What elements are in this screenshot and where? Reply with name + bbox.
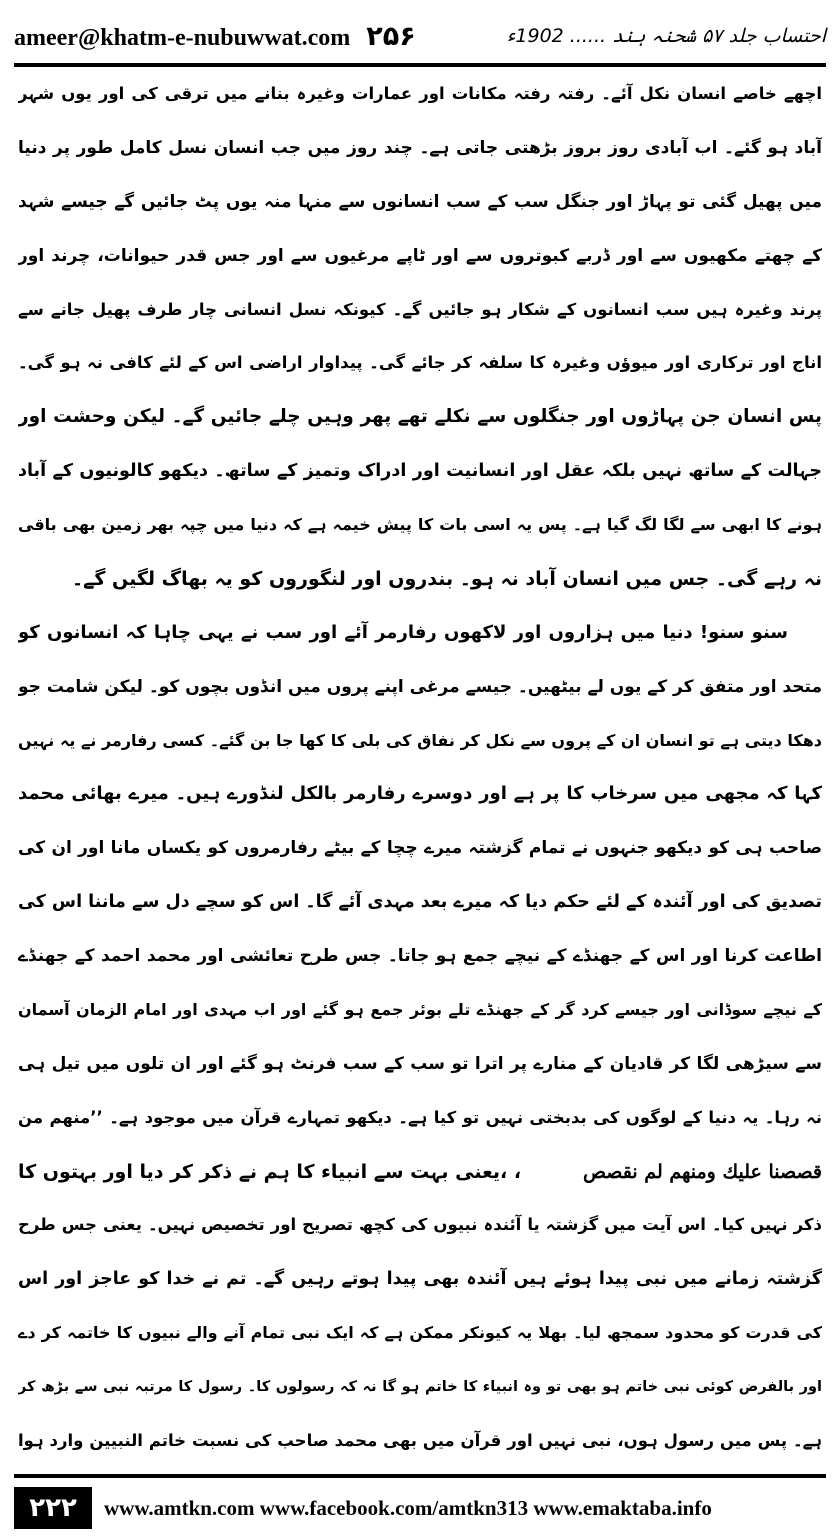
text-line: جہالت کے ساتھ نہیں بلکہ عقل اور انسانیت اور ادراک وتمیز کے ساتھ۔ دیکھو کالونیوں کے آباد: [18, 461, 822, 482]
body-text: [18, 74, 822, 1462]
text-line: کی قدرت کو محدود سمجھ لیا۔ بھلا یہ کیونکر ممکن ہے کہ ایک نبی تمام آنے والے نبیوں کا خاتمہ کر دے: [18, 1323, 822, 1343]
header-email: ameer@khatm-e-nubuwwat.com: [14, 24, 351, 51]
header-left: [14, 21, 416, 52]
text-line: اچھے خاصے انسان نکل آئے۔ رفتہ رفتہ مکانات اور عمارات وغیرہ بنانے میں ترقی کی اور یوں شہر: [18, 84, 822, 103]
header-rule: [14, 63, 826, 67]
footer-page-number: ۲۲۲: [14, 1487, 92, 1529]
footer-links: www.amtkn.com www.facebook.com/amtkn313 www.emaktaba.info: [104, 1495, 712, 1520]
text-line: نہ رہے گی۔ جس میں انسان آباد نہ ہو۔ بندروں اور لنگوروں کو یہ بھاگ لگیں گے۔: [72, 567, 822, 590]
text-line: اطاعت کرنا اور اس کے جھنڈے کے نیچے جمع ہو جاتا۔ جس طرح تعائشی اور محمد احمد کے جھنڈے: [18, 946, 822, 966]
text-line: تصدیق کی اور آئندہ کے لئے حکم دیا کہ میرے بعد مہدی آئے گا۔ اس کو سچے دل سے ماننا اس کی: [18, 892, 822, 913]
text-line: سے سیڑھی لگا کر قادیان کے منارے پر اترا تو سب کے سب فرنٹ ہو گئے اور ان تلوں میں تیل ہی: [18, 1053, 822, 1074]
footer-rule: [14, 1474, 826, 1478]
text-line: ہونے کا ابھی سے لگا لگ گیا ہے۔ پس یہ اسی بات کا پیش خیمہ ہے کہ دنیا میں چپہ بھر زمین بھی باقی: [18, 515, 822, 534]
running-title: احتساب جلد ۵۷ شحنہ ہند ...... 1902ء: [506, 25, 826, 47]
text-line: اناج اور ترکاری اور میوؤں وغیرہ کا سلفہ کر جائے گی۔ پیداوار اراضی اس کے لئے کافی نہ ہو گی۔: [18, 353, 822, 373]
text-line: میں پھیل گئی تو پہاڑ اور جنگل سب کے سب انسانوں سے منہا منہ یوں پٹ جائیں گے جیسے شہد: [18, 191, 822, 212]
text-line: ذکر نہیں کیا۔ اس آیت میں گزشتہ یا آئندہ نبیوں کی کچھ تصریح اور تخصیص نہیں۔ یعنی جس طرح: [18, 1215, 822, 1235]
text-line: صاحب ہی کو دیکھو جنہوں نے تمام گزشتہ میرے چچا کے بیٹے رفارمروں کو یکساں مانا اور ان کی: [18, 838, 822, 859]
text-line: کے چھتے مکھیوں سے اور ڈربے کبوتروں سے اور ٹاپے مرغیوں سے اور جس قدر حیوانات، چرند اور: [18, 245, 822, 266]
text-line: متحد اور متفق کر کے یوں لے بیٹھیں۔ جیسے مرغی اپنے پروں میں انڈوں بچوں کو۔ لیکن شامت جو: [18, 676, 822, 697]
text-line: نہ رہا۔ یہ دنیا کے لوگوں کی بدبختی نہیں تو کیا ہے۔ دیکھو تمہارے قرآن میں موجود ہے۔ ’’منهم من: [18, 1107, 822, 1127]
quote-translation: ، ،یعنی بہت سے انبیاء کا ہم نے ذکر کر دیا اور بہتوں کا: [18, 1160, 522, 1183]
quote-line: [18, 1152, 822, 1193]
text-line: دھکا دیتی ہے تو انسان ان کے پروں سے نکل کر نفاق کی بلی کا کھا جا بن گئے۔ کسی رفارمر نے یہ نہیں: [18, 730, 822, 750]
text-line: کہا کہ مجھی میں سرخاب کا پر ہے اور دوسرے رفارمر بالکل لنڈورے ہیں۔ میرے بھائی محمد: [18, 783, 822, 805]
header-page-number: ۲۵۶: [366, 20, 416, 52]
text-line: ہے۔ پس میں رسول ہوں، نبی نہیں اور قرآن میں بھی محمد صاحب کی نسبت خاتم النبیین وارد ہوا: [18, 1430, 822, 1450]
text-line: کے نیچے سوڈانی اور جیسے کرد گر کے جھنڈے تلے بوئر جمع ہو گئے اور اب مہدی اور امام الزمان آسمان: [18, 999, 822, 1019]
text-line: پرند وغیرہ ہیں سب انسانوں کے شکار ہو جائیں گے۔ کیونکہ نسل انسانی چار طرف پھیل جانے سے: [18, 299, 822, 319]
text-line: اور بالفرض کوئی نبی خاتم ہو بھی تو وہ انبیاء کا خاتم ہو گا نہ کہ رسولوں کا۔ رسول کا مرتبہ نبی سے بڑھ کر: [18, 1379, 822, 1395]
text-line: پس انسان جن پہاڑوں اور جنگلوں سے نکلے تھے پھر وہیں چلے جائیں گے۔ لیکن وحشت اور: [18, 406, 822, 428]
text-line: آباد ہو گئے۔ اب آبادی روز بروز بڑھتی جاتی ہے۔ چند روز میں جب انسان نسل کامل طور پر دنیا: [18, 137, 822, 158]
text-line: گزشتہ زمانے میں نبی پیدا ہوئے ہیں آئندہ بھی پیدا ہوتے رہیں گے۔ تم نے خدا کو عاجز اور اس: [18, 1269, 822, 1290]
text-line: سنو سنو! دنیا میں ہزاروں اور لاکھوں رفارمر آئے اور سب نے یہی چاہا کہ انسانوں کو: [18, 621, 788, 643]
quran-quote: قصصنا عليك ومنهم لم نقصص: [583, 1160, 822, 1183]
page-header: [14, 10, 826, 62]
page-footer: [14, 1486, 826, 1530]
